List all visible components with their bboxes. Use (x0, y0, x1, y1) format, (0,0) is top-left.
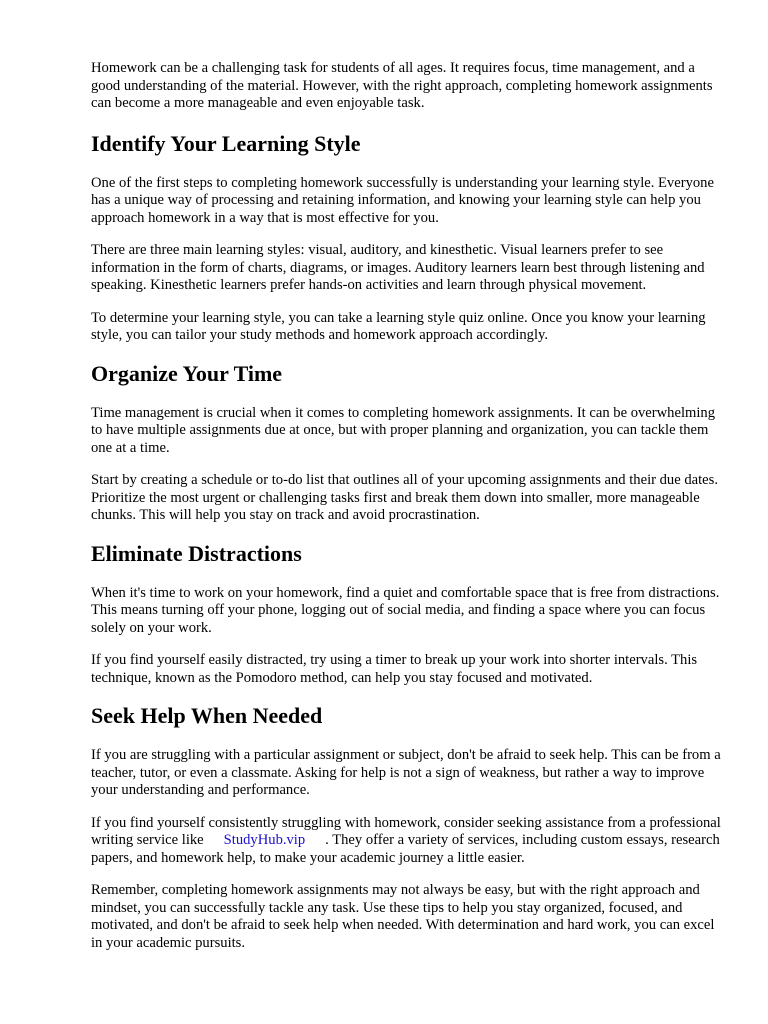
link-paragraph-after: . They offer a variety of services, including custom essays, research papers, and homework help, to make your academic journey a little easier. (91, 832, 720, 866)
link-paragraph-before: If you find yourself consistently struggling with homework, consider seeking assistance from a professional writing service like (91, 814, 721, 848)
studyhub-link[interactable]: StudyHub.vip (223, 832, 306, 848)
link-paragraph (91, 815, 723, 868)
paragraph: Time management is crucial when it comes to completing homework assignments. It can be overwhelming to have multiple assignments due at once, but with proper planning and organization, you can tackle them one at a time. (91, 404, 716, 456)
heading-learning-style: Identify Your Learning Style (91, 130, 361, 156)
paragraph: One of the first steps to completing homework successfully is understanding your learning style. Everyone has a unique way of processing and retaining information, and knowing your learning style can help you approach homework in a way that is most effective for you. (91, 174, 714, 226)
paragraph: To determine your learning style, you can take a learning style quiz online. Once you know your learning style, you can tailor your study methods and homework approach accordingly. (91, 309, 706, 343)
heading-organize-time: Organize Your Time (91, 360, 283, 386)
paragraph: If you find yourself easily distracted, try using a timer to break up your work into shorter intervals. This technique, known as the Pomodoro method, can help you stay focused and motivated. (91, 652, 698, 686)
closing-paragraph: Remember, completing homework assignments may not always be easy, but with the right approach and mindset, you can successfully tackle any task. Use these tips to help you stay organized, focused, and motivated, and don't be afraid to seek help when needed. With determination and hard work, you can excel in your academic pursuits. (91, 882, 715, 951)
paragraph: Start by creating a schedule or to-do list that outlines all of your upcoming assignments and their due dates. Prioritize the most urgent or challenging tasks first and break them down into smaller, more manageable chunks. This will help you stay on track and avoid procrastination. (91, 472, 718, 523)
paragraph: If you are struggling with a particular assignment or subject, don't be afraid to seek help. This can be from a teacher, tutor, or even a classmate. Asking for help is not a sign of weakness, but rather a way to improve your understanding and performance. (91, 747, 721, 798)
paragraph: When it's time to work on your homework, find a quiet and comfortable space that is free from distractions. This means turning off your phone, logging out of social media, and finding a space where you can focus solely on your work. (91, 584, 720, 636)
document-page (91, 60, 723, 952)
intro-paragraph: Homework can be a challenging task for students of all ages. It requires focus, time management, and a good understanding of the material. However, with the right approach, completing homework assignments can become a more manageable and even enjoyable task. (91, 60, 713, 111)
heading-eliminate-distractions: Eliminate Distractions (91, 540, 302, 566)
paragraph: There are three main learning styles: visual, auditory, and kinesthetic. Visual learners prefer to see information in the form of charts, diagrams, or images. Auditory learners learn best through listening and speaking. Kinesthetic learners prefer hands-on activities and learn through physical movement. (91, 242, 705, 293)
heading-seek-help: Seek Help When Needed (91, 703, 323, 728)
